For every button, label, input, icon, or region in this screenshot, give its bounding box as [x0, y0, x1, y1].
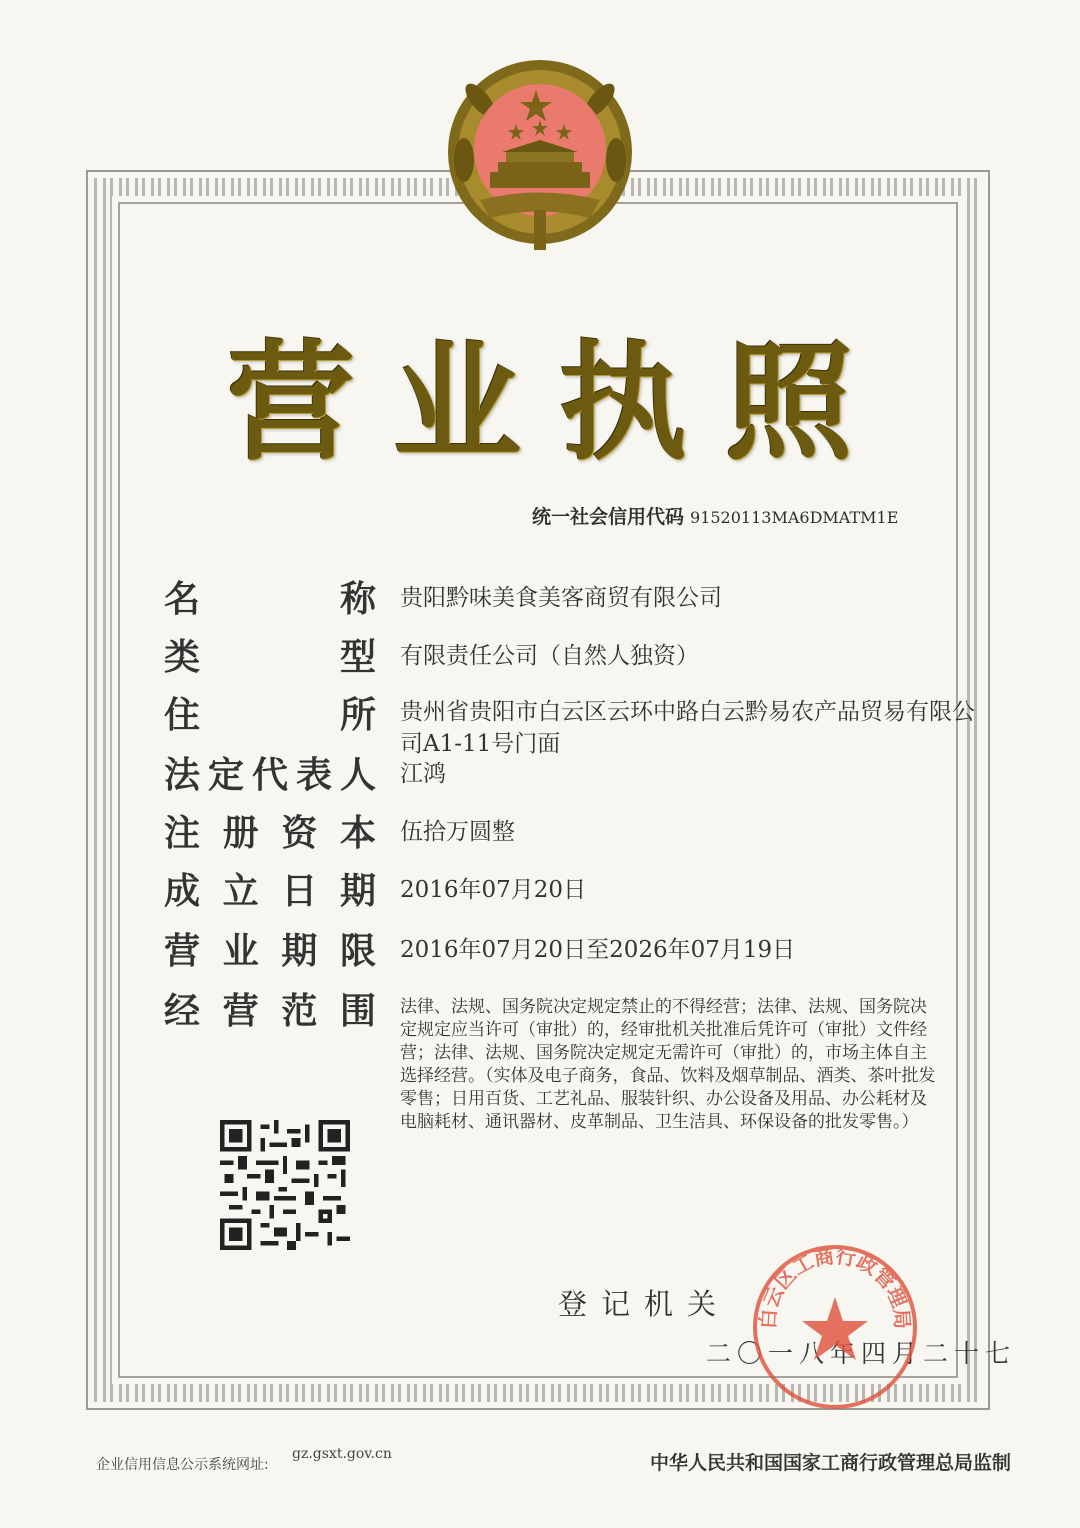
credit-code-value: 91520113MA6DMATM1E	[690, 508, 899, 527]
field-value: 贵阳黔味美食美客商贸有限公司	[400, 585, 722, 611]
field-label: 类 型	[164, 637, 376, 678]
field-label: 住 所	[164, 695, 376, 736]
field-label: 经 营 范 围	[164, 991, 376, 1032]
svg-text:白云区工商行政管理局: 白云区工商行政管理局	[755, 1243, 915, 1330]
registration-authority-label: 登记机关	[558, 1287, 731, 1321]
field-value: 法律、法规、国务院决定规定禁止的不得经营；法律、法规、国务院决定规定应当许可（审批）的，经审批机关批准后凭许可（审批）文件经营；法律、法规、国务院决定规定无需许可（审批）的，市场主体自主选择经营。（实体及电子商务，食品、饮料及烟草制品、酒类、茶叶批发零售；日用百货、工艺礼品、服装针织、办公设备及用品、办公耗材及电脑耗材、通讯器材、皮革制品、卫生洁具、环保设备的批发零售。）	[400, 997, 936, 1132]
field-value: 2016年07月20日	[400, 877, 587, 903]
footer-website-url[interactable]: gz.gsxt.gov.cn	[292, 1446, 392, 1462]
qr-code-icon	[220, 1120, 350, 1250]
field-value: 伍拾万圆整	[400, 819, 515, 845]
footer-website-label: 企业信用信息公示系统网址:	[96, 1457, 269, 1473]
credit-code	[532, 502, 898, 529]
official-seal-icon	[750, 1242, 920, 1412]
field-label: 注 册 资 本	[164, 813, 376, 854]
national-emblem-icon	[440, 50, 640, 260]
field-label: 名 称	[164, 579, 376, 620]
field-value: 江鸿	[400, 761, 446, 787]
field-value: 2016年07月20日至2026年07月19日	[400, 937, 796, 963]
field-value: 贵州省贵阳市白云区云环中路白云黔易农产品贸易有限公司A1-11号门面	[400, 699, 975, 757]
document-title: 营业执照	[226, 329, 891, 478]
field-label: 法 定 代 表 人	[164, 755, 376, 796]
credit-code-label: 统一社会信用代码	[532, 506, 685, 528]
registration-date: 二〇一八年四月二十七	[706, 1339, 1017, 1368]
field-label: 成 立 日 期	[164, 871, 376, 912]
field-value: 有限责任公司（自然人独资）	[400, 643, 699, 669]
field-label: 营 业 期 限	[164, 931, 376, 972]
footer-issuer: 中华人民共和国国家工商行政管理总局监制	[650, 1452, 1012, 1474]
